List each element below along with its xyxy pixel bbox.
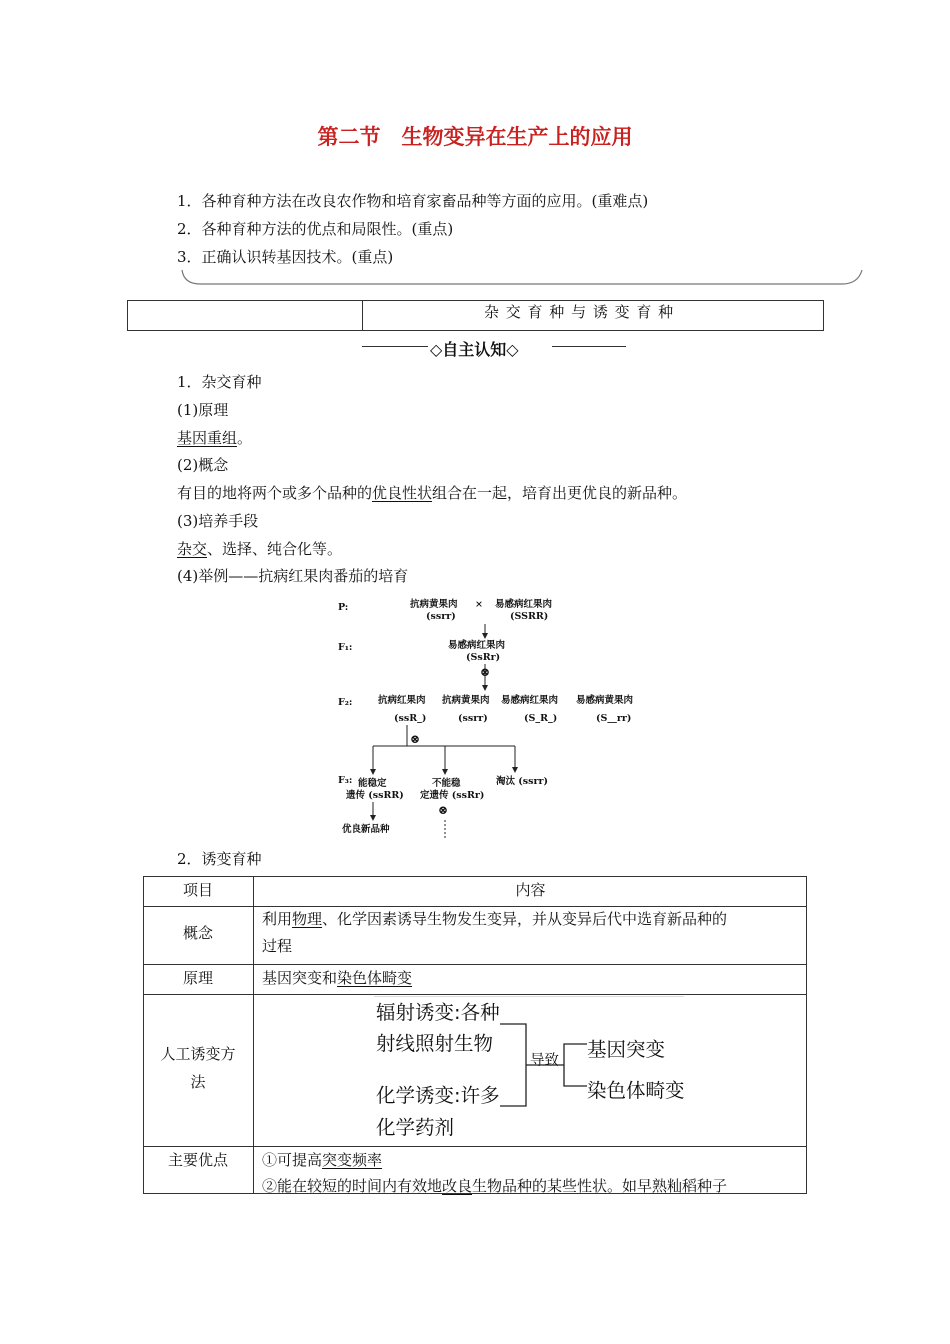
section-header-divider (362, 300, 363, 331)
self-symbol-1: ⊗ (480, 665, 491, 679)
method-chemical-line1: 化学诱变:许多 (376, 1084, 500, 1107)
advantage-1-key: 突变频率 (322, 1151, 383, 1169)
label-P: P: (338, 602, 349, 613)
row-principle-content (262, 967, 412, 988)
means-key: 杂交 (177, 540, 208, 558)
row-concept-line2: 过程 (262, 937, 293, 955)
result-label: 优良新品种 (342, 824, 390, 835)
objective-2: 2．各种育种方法的优点和局限性。(重点) (177, 220, 454, 238)
principle-value: 基因重组 (177, 429, 238, 447)
objective-1: 1．各种育种方法在改良农作物和培育家畜品种等方面的应用。(重难点) (177, 192, 649, 210)
principle-line (177, 427, 252, 448)
method-bracket-diagram (500, 1018, 592, 1110)
subsection-rule-left (362, 346, 428, 347)
f3-b-line2: 定遗传 (ssRr) (420, 790, 485, 801)
method-radiation-line2: 射线照射生物 (376, 1032, 494, 1055)
label-F2: F₂: (338, 697, 353, 708)
row-method-label-2: 法 (190, 1073, 206, 1091)
result-gene-mutation: 基因突变 (587, 1038, 666, 1061)
parent2: 易感病红果肉 (495, 599, 553, 610)
means-label: (3)培养手段 (177, 512, 259, 530)
concept-post: 组合在一起，培育出更优良的新品种。 (432, 484, 688, 502)
concept-pre: 有目的地将两个或多个品种的 (177, 484, 373, 502)
parent1: 抗病黄果肉 (410, 599, 458, 610)
f2-b-genotype: (ssrr) (458, 713, 488, 724)
subsection-title: ◇自主认知◇ (430, 340, 519, 359)
advantage-1-pre: ①可提高 (262, 1151, 323, 1169)
f1-genotype: (SsRr) (466, 652, 501, 663)
method-bracket (500, 1024, 526, 1106)
section-header: 杂 交 育 种 与 诱 变 育 种 (484, 303, 675, 321)
subsection-rule-right (552, 346, 626, 347)
col-content: 内容 (515, 881, 546, 899)
objective-3: 3．正确认识转基因技术。(重点) (177, 248, 394, 266)
f2-a-genotype: (ssR_) (394, 713, 427, 724)
row-advantage-label: 主要优点 (167, 1151, 228, 1169)
f1-phenotype: 易感病红果肉 (448, 640, 506, 651)
row-principle-key: 染色体畸变 (337, 969, 413, 987)
result-chromosome-aberration: 染色体畸变 (587, 1079, 685, 1102)
f3-a-line2: 遗传 (ssRR) (346, 790, 404, 801)
table-row-line-3 (143, 994, 807, 995)
parent2-genotype: (SSRR) (510, 611, 549, 622)
advantage-2-post: 生物品种的某些性状。如早熟籼稻种子 (472, 1177, 728, 1195)
f2-d-genotype: (S__rr) (596, 713, 632, 724)
row-concept-key: 物理 (292, 910, 323, 928)
f2-a: 抗病红果肉 (378, 695, 426, 706)
row-advantage-line2 (262, 1175, 727, 1196)
f3-a-line1: 能稳定 (358, 778, 387, 789)
row-principle-pre: 基因突变和 (262, 969, 338, 987)
section-header-box (127, 300, 824, 331)
concept-key: 优良性状 (372, 484, 433, 502)
row-concept-pre: 利用 (262, 910, 293, 928)
table-row-line-4 (143, 1146, 807, 1147)
row-concept-line1 (262, 908, 727, 929)
breeding-diagram (330, 590, 660, 840)
self-symbol-3: ⊗ (438, 803, 449, 817)
row-method-label-1: 人工诱变方 (160, 1045, 236, 1063)
principle-end: 。 (237, 429, 253, 447)
means-line (177, 538, 342, 559)
table-row-line-1 (143, 906, 807, 907)
row-principle-label: 原理 (182, 969, 213, 987)
advantage-2-pre: ②能在较短的时间内有效地 (262, 1177, 443, 1195)
lead-to-label: 导致 (530, 1053, 559, 1069)
method-radiation-line1: 辐射诱变:各种 (376, 1001, 500, 1024)
method-chemical-line2: 化学药剂 (376, 1116, 455, 1139)
row-advantage-line1 (262, 1149, 382, 1170)
advantage-2-key: 改良 (442, 1177, 473, 1195)
mutation-heading: 2．诱变育种 (177, 850, 262, 868)
self-symbol-2: ⊗ (410, 732, 421, 746)
col-item: 项目 (182, 881, 213, 899)
row-concept-post: 、化学因素诱导生物发生变异，并从变异后代中选育新品种的 (322, 910, 728, 928)
f2-c-genotype: (S_R_) (524, 713, 558, 724)
label-F3: F₃: (338, 775, 353, 786)
hybrid-heading: 1．杂交育种 (177, 373, 262, 391)
f3-b-line1: 不能稳 (432, 778, 461, 789)
example-label: (4)举例——抗病红果肉番茄的培育 (177, 567, 409, 585)
means-post: 、选择、纯合化等。 (207, 540, 343, 558)
page-title: 第二节 生物变异在生产上的应用 (317, 125, 633, 149)
concept-line (177, 482, 687, 503)
table-row-line-2 (143, 964, 807, 965)
f3-c: 淘汰 (ssrr) (496, 776, 549, 787)
cross-sign: × (475, 599, 483, 610)
result-bracket (564, 1044, 587, 1086)
f2-c: 易感病红果肉 (501, 695, 559, 706)
f2-b: 抗病黄果肉 (442, 695, 490, 706)
principle-label: (1)原理 (177, 401, 229, 419)
label-F1: F₁: (338, 642, 353, 653)
row-concept-label: 概念 (182, 924, 213, 942)
parent1-genotype: (ssrr) (426, 611, 456, 622)
concept-label: (2)概念 (177, 456, 229, 474)
objectives-bracket (178, 268, 866, 290)
f2-d: 易感病黄果肉 (576, 695, 634, 706)
